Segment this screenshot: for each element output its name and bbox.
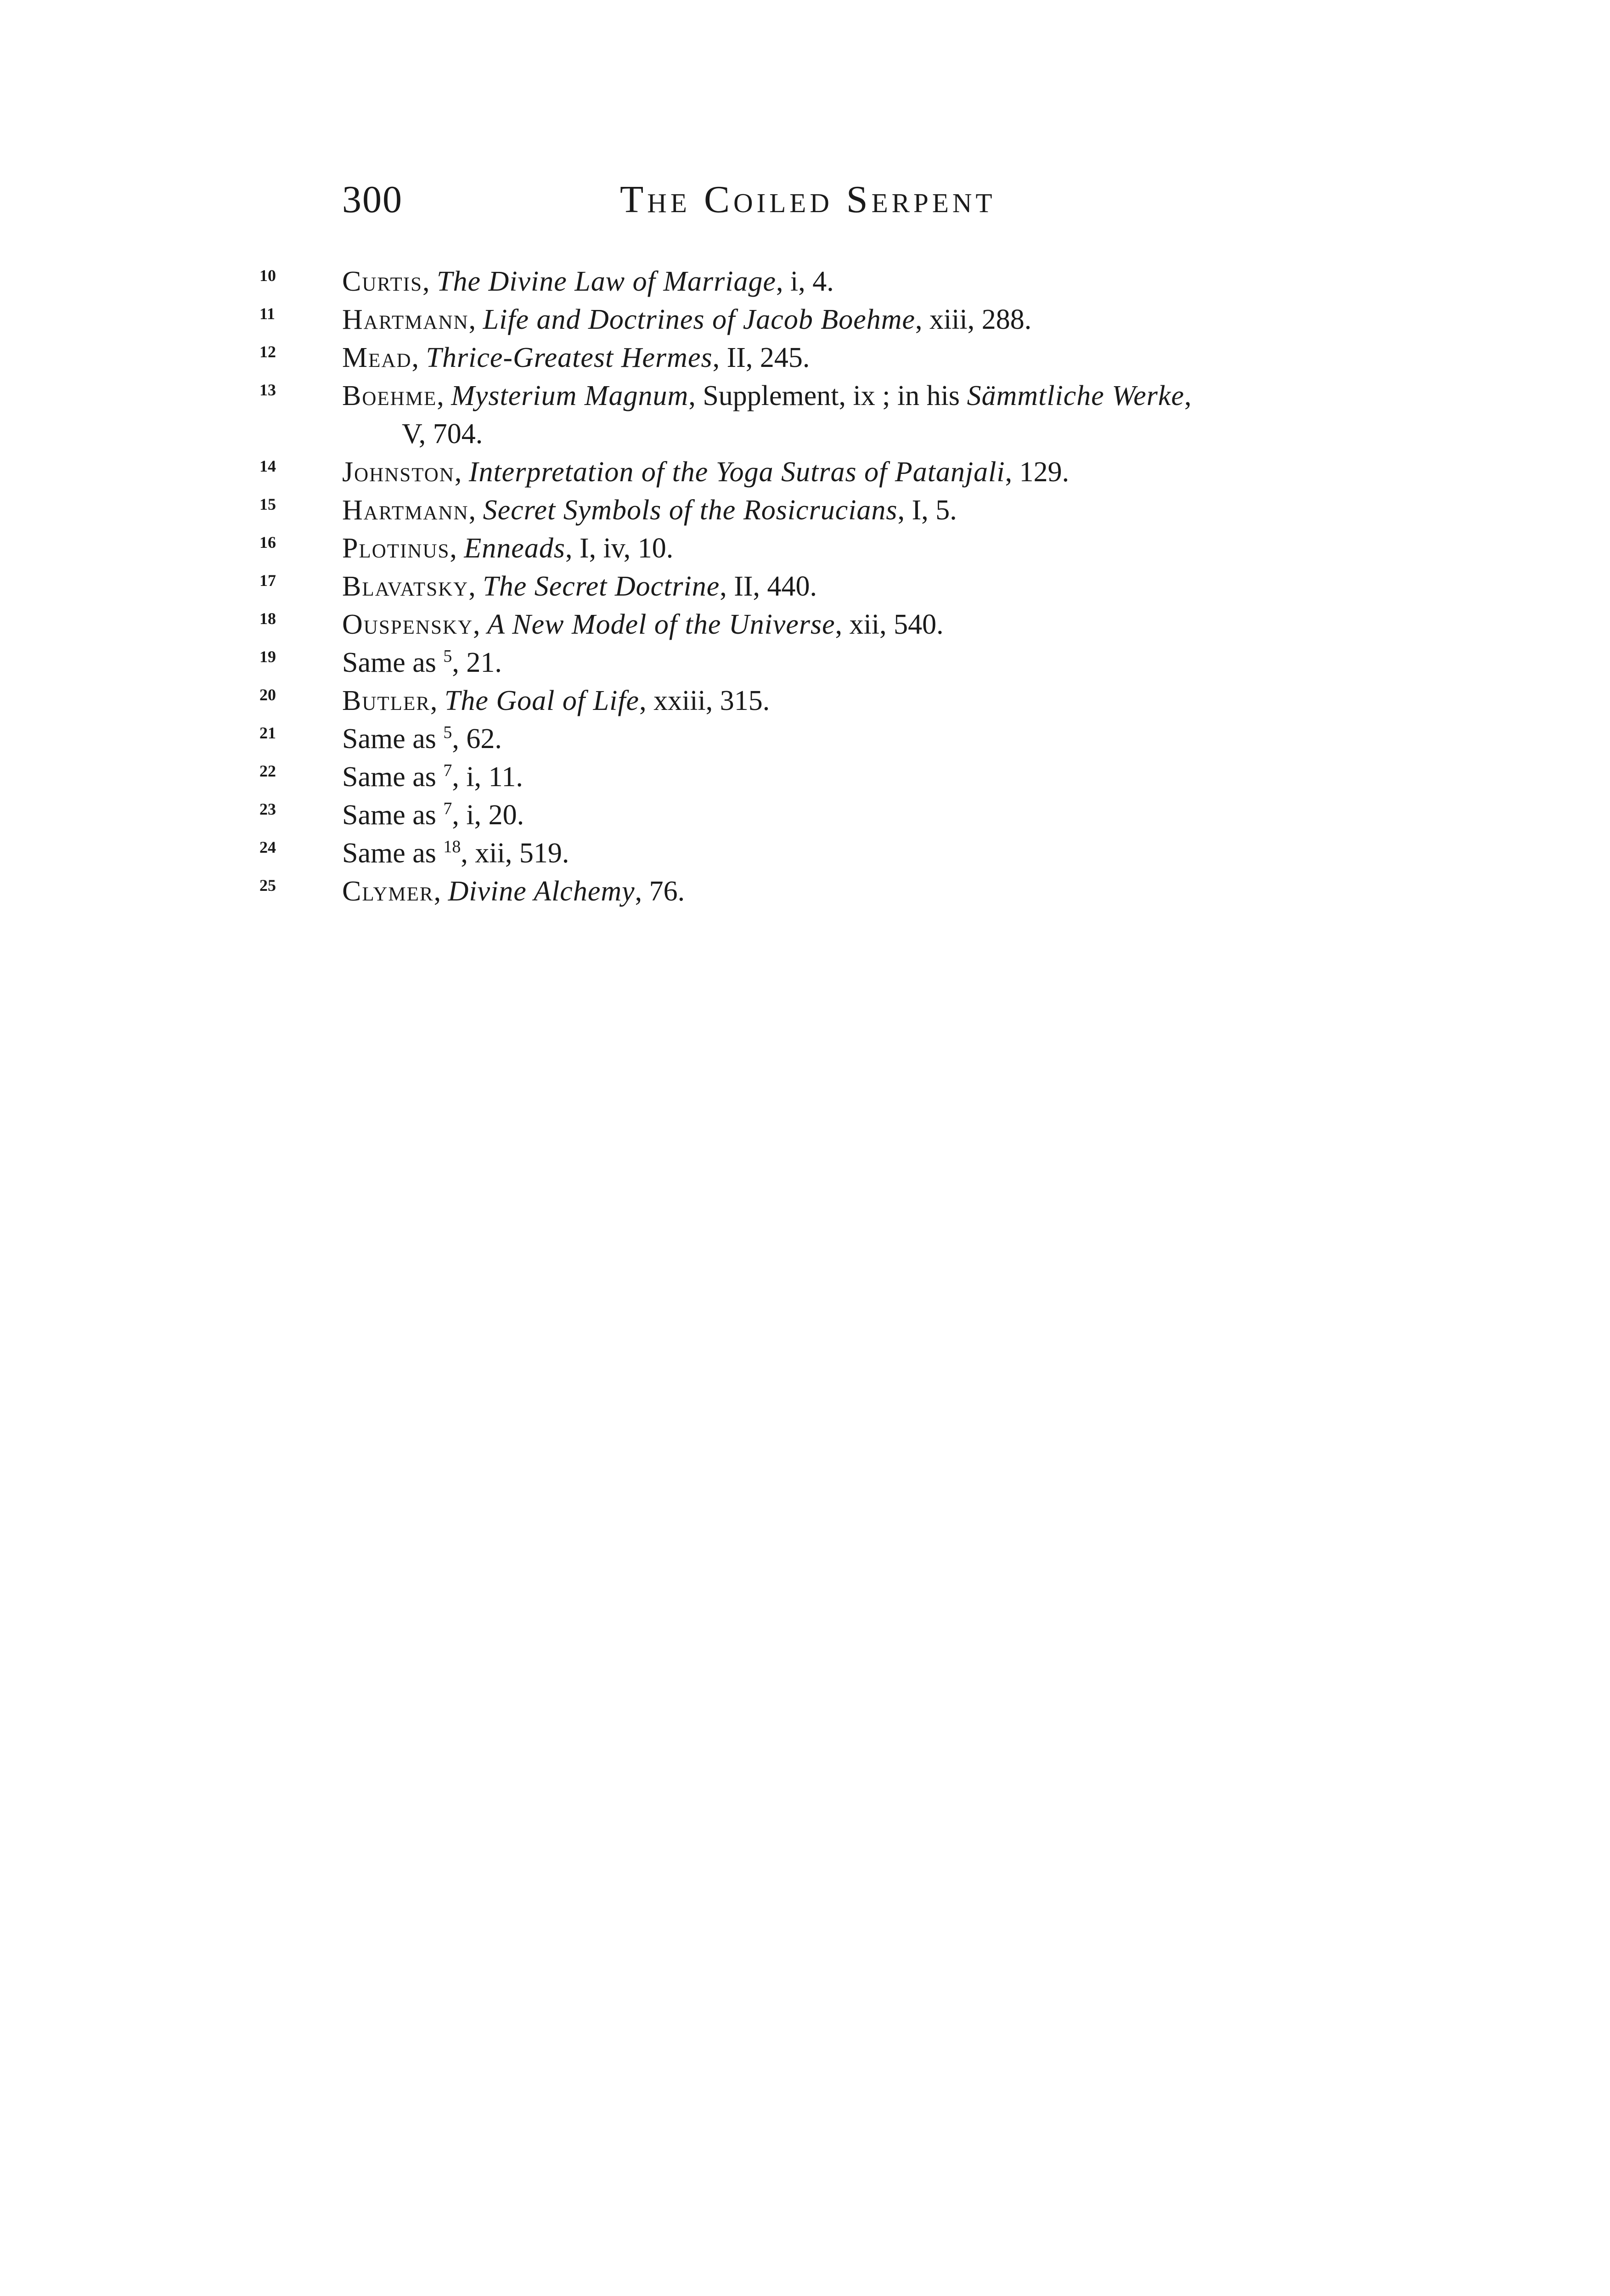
footnote-number: 17 — [259, 571, 276, 590]
page-number: 300 — [342, 178, 403, 221]
footnote-number: 21 — [259, 724, 276, 742]
footnote-reference: 5 — [443, 647, 452, 666]
footnote-locator: , II, 245. — [712, 342, 810, 373]
footnote-number: 18 — [259, 609, 276, 628]
footnote-17: 17 Blavatsky, The Secret Doctrine, II, 440. — [259, 568, 1463, 606]
footnote-title: Life and Doctrines of Jacob Boehme — [483, 304, 916, 335]
footnote-same-as: Same as — [342, 799, 444, 831]
footnote-number: 11 — [259, 304, 276, 323]
footnote-author: Mead — [342, 342, 412, 373]
footnote-number: 20 — [259, 686, 276, 704]
footnote-number: 10 — [259, 266, 276, 285]
footnote-locator: , xxiii, 315. — [639, 685, 770, 716]
footnote-16: 16 Plotinus, Enneads, I, iv, 10. — [259, 529, 1463, 568]
footnote-secondary-title: Sämmtliche Werke — [967, 380, 1184, 411]
footnote-author: Hartmann — [342, 495, 469, 526]
footnote-title: The Secret Doctrine — [483, 571, 720, 602]
footnote-20: 20 Butler, The Goal of Life, xxiii, 315. — [259, 682, 1463, 720]
footnote-reference: 7 — [443, 761, 452, 780]
footnote-locator: , i, 20. — [452, 799, 524, 831]
footnote-title: Secret Symbols of the Rosicrucians — [483, 495, 898, 526]
footnote-locator-end: , — [1184, 380, 1192, 411]
footnote-locator: , xiii, 288. — [915, 304, 1032, 335]
footnote-locator: , i, 4. — [776, 266, 834, 297]
footnote-number: 14 — [259, 457, 276, 475]
footnote-same-as: Same as — [342, 723, 444, 754]
footnote-same-as: Same as — [342, 838, 444, 869]
footnote-number: 22 — [259, 762, 276, 780]
footnote-continuation: V, 704. — [402, 418, 483, 450]
running-title: The Coiled Serpent — [620, 178, 996, 221]
footnote-number: 23 — [259, 800, 276, 818]
footnote-19 — [259, 644, 1463, 682]
footnote-15: 15 Hartmann, Secret Symbols of the Rosicrucians, I, 5. — [259, 491, 1463, 529]
footnote-author: Butler — [342, 685, 430, 716]
footnote-author: Johnston — [342, 456, 455, 488]
footnote-same-as: Same as — [342, 647, 444, 678]
footnote-14: 14 Johnston, Interpretation of the Yoga Sutras of Patanjali, 129. — [259, 453, 1463, 491]
footnote-locator: , 129. — [1005, 456, 1070, 488]
footnote-locator: , i, 11. — [452, 761, 523, 793]
footnote-10: 10 Curtis, The Divine Law of Marriage, i, 4. — [259, 263, 1463, 301]
footnote-reference: 7 — [443, 799, 452, 818]
footnote-locator: , II, 440. — [720, 571, 817, 602]
footnote-locator: , 21. — [452, 647, 502, 678]
footnote-title: Mysterium Magnum — [451, 380, 689, 411]
footnote-24 — [259, 834, 1463, 872]
footnote-21 — [259, 720, 1463, 758]
footnote-title: The Goal of Life — [444, 685, 640, 716]
footnote-locator: , 76. — [635, 876, 685, 907]
footnote-number: 13 — [259, 381, 276, 399]
footnote-locator: , 62. — [452, 723, 502, 754]
footnote-author: Plotinus — [342, 533, 450, 564]
footnote-reference: 5 — [443, 723, 452, 742]
footnote-18: 18 Ouspensky, A New Model of the Universe, xii, 540. — [259, 606, 1463, 644]
footnote-author: Ouspensky — [342, 609, 473, 640]
footnote-author: Blavatsky — [342, 571, 469, 602]
footnote-list — [259, 263, 1463, 911]
footnote-locator: , xii, 540. — [835, 609, 944, 640]
footnote-number: 24 — [259, 838, 276, 856]
footnote-12: 12 Mead, Thrice-Greatest Hermes, II, 245. — [259, 339, 1463, 377]
footnote-title: The Divine Law of Marriage — [437, 266, 776, 297]
footnote-13: 13 Boehme, Mysterium Magnum, Supplement, ix ; in his Sämmtliche Werke, V, 704. — [259, 377, 1463, 453]
footnote-author: Curtis — [342, 266, 423, 297]
footnote-number: 15 — [259, 495, 276, 513]
footnote-number: 16 — [259, 533, 276, 551]
footnote-author: Hartmann — [342, 304, 469, 335]
footnote-title: A New Model of the Universe — [487, 609, 835, 640]
footnote-locator: , Supplement, ix ; in his — [688, 380, 967, 411]
footnote-locator: , xii, 519. — [461, 838, 569, 869]
footnote-author: Boehme — [342, 380, 437, 411]
footnote-number: 19 — [259, 647, 276, 666]
footnote-11: 11 Hartmann, Life and Doctrines of Jacob Boehme, xiii, 288. — [259, 301, 1463, 339]
footnote-number: 12 — [259, 343, 276, 361]
running-head — [0, 174, 1610, 225]
footnote-locator: , I, iv, 10. — [565, 533, 674, 564]
footnote-same-as: Same as — [342, 761, 444, 793]
footnote-locator: , I, 5. — [897, 495, 957, 526]
footnote-title: Enneads — [464, 533, 565, 564]
footnote-author: Clymer — [342, 876, 434, 907]
footnote-22 — [259, 758, 1463, 796]
footnote-title: Interpretation of the Yoga Sutras of Patanjali — [468, 456, 1005, 488]
footnote-title: Divine Alchemy — [448, 876, 635, 907]
footnote-title: Thrice-Greatest Hermes — [426, 342, 713, 373]
footnote-reference: 18 — [443, 837, 461, 856]
footnote-23 — [259, 796, 1463, 834]
footnote-25: 25 Clymer, Divine Alchemy, 76. — [259, 872, 1463, 911]
footnote-number: 25 — [259, 876, 276, 895]
